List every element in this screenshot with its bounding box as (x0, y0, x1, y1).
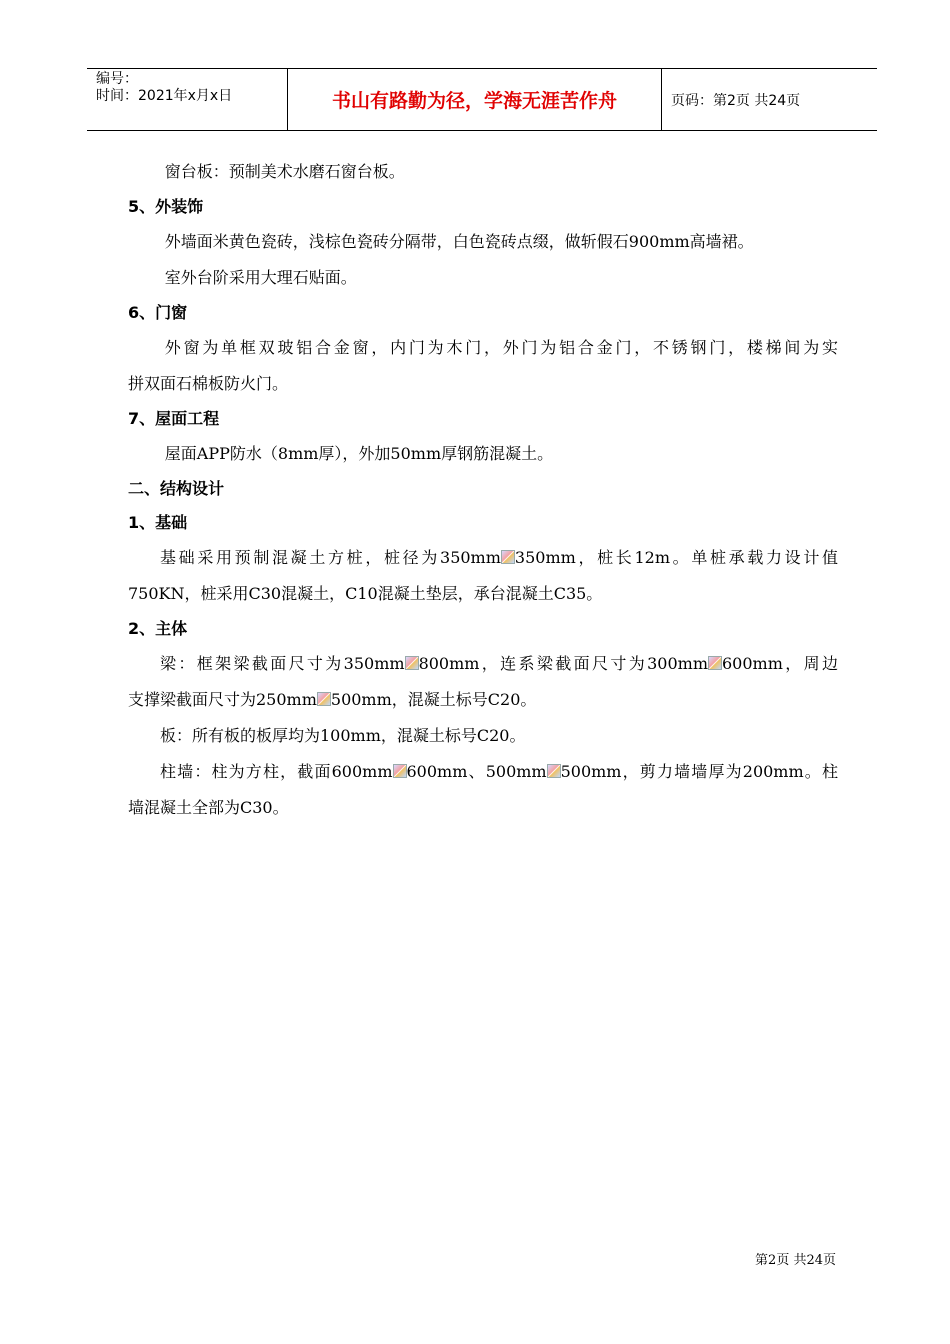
paragraph-roof: 屋面APP防水（8mm厚），外加50mm厚钢筋混凝土。 (164, 444, 554, 463)
header-page-info: 页码：第2页 共24页 (671, 92, 801, 109)
doc-number-label: 编号： (96, 71, 138, 87)
text-segment: 800mm，连系梁截面尺寸为300mm (418, 654, 708, 673)
heading-exterior: 5、外装饰 (128, 197, 204, 216)
heading-main: 2、主体 (128, 619, 188, 638)
paragraph-foundation-1 (128, 540, 838, 576)
heading-doors: 6、门窗 (128, 303, 188, 322)
text-segment: 600mm、500mm (406, 762, 547, 781)
text-segment: 350mm，桩长12m。单桩承载力设计值 (514, 548, 838, 567)
paragraph-beam-1 (128, 646, 838, 682)
paragraph-exterior-2: 室外台阶采用大理石贴面。 (164, 268, 357, 287)
text-segment: 梁：框架梁截面尺寸为350mm (160, 654, 405, 673)
paragraph-slab: 板：所有板的板厚均为100mm，混凝土标号C20。 (160, 726, 526, 745)
page-footer: 第2页 共24页 (755, 1253, 836, 1268)
document-body (128, 154, 838, 826)
paragraph-doors-1: 外窗为单框双玻铝合金窗，内门为木门，外门为铝合金门，不锈钢门，楼梯间为实 (164, 338, 838, 357)
page-header (87, 68, 877, 131)
text-segment: 支撑梁截面尺寸为250mm (128, 690, 317, 709)
broken-image-icon (405, 656, 419, 670)
paragraph-exterior-1: 外墙面米黄色瓷砖，浅棕色瓷砖分隔带，白色瓷砖点缀，做斩假石900mm高墙裙。 (164, 232, 754, 251)
broken-image-icon (393, 764, 407, 778)
paragraph-beam-2 (128, 682, 838, 718)
broken-image-icon (708, 656, 722, 670)
text-segment: 500mm，混凝土标号C20。 (330, 690, 537, 709)
paragraph-window-sill: 窗台板：预制美术水磨石窗台板。 (164, 162, 405, 181)
heading-structure: 二、结构设计 (128, 479, 225, 498)
paragraph-doors-2: 拼双面石棉板防火门。 (128, 374, 289, 393)
text-segment: 600mm，周边 (722, 654, 838, 673)
header-meta (87, 69, 288, 130)
paragraph-column-1 (128, 754, 838, 790)
text-segment: 基础采用预制混凝土方桩，桩径为350mm (160, 548, 501, 567)
broken-image-icon (501, 550, 515, 564)
heading-roof: 7、屋面工程 (128, 409, 220, 428)
heading-foundation: 1、基础 (128, 513, 188, 532)
broken-image-icon (547, 764, 561, 778)
paragraph-column-2: 墙混凝土全部为C30。 (128, 798, 289, 817)
doc-time-label: 时间：2021年x月x日 (96, 88, 233, 104)
text-segment: 500mm，剪力墙墙厚为200mm。柱 (560, 762, 838, 781)
broken-image-icon (317, 692, 331, 706)
header-motto: 书山有路勤为径，学海无涯苦作舟 (288, 69, 662, 130)
text-segment: 柱墙：柱为方柱，截面600mm (160, 762, 393, 781)
paragraph-foundation-2: 750KN，桩采用C30混凝土，C10混凝土垫层，承台混凝土C35。 (128, 584, 603, 603)
